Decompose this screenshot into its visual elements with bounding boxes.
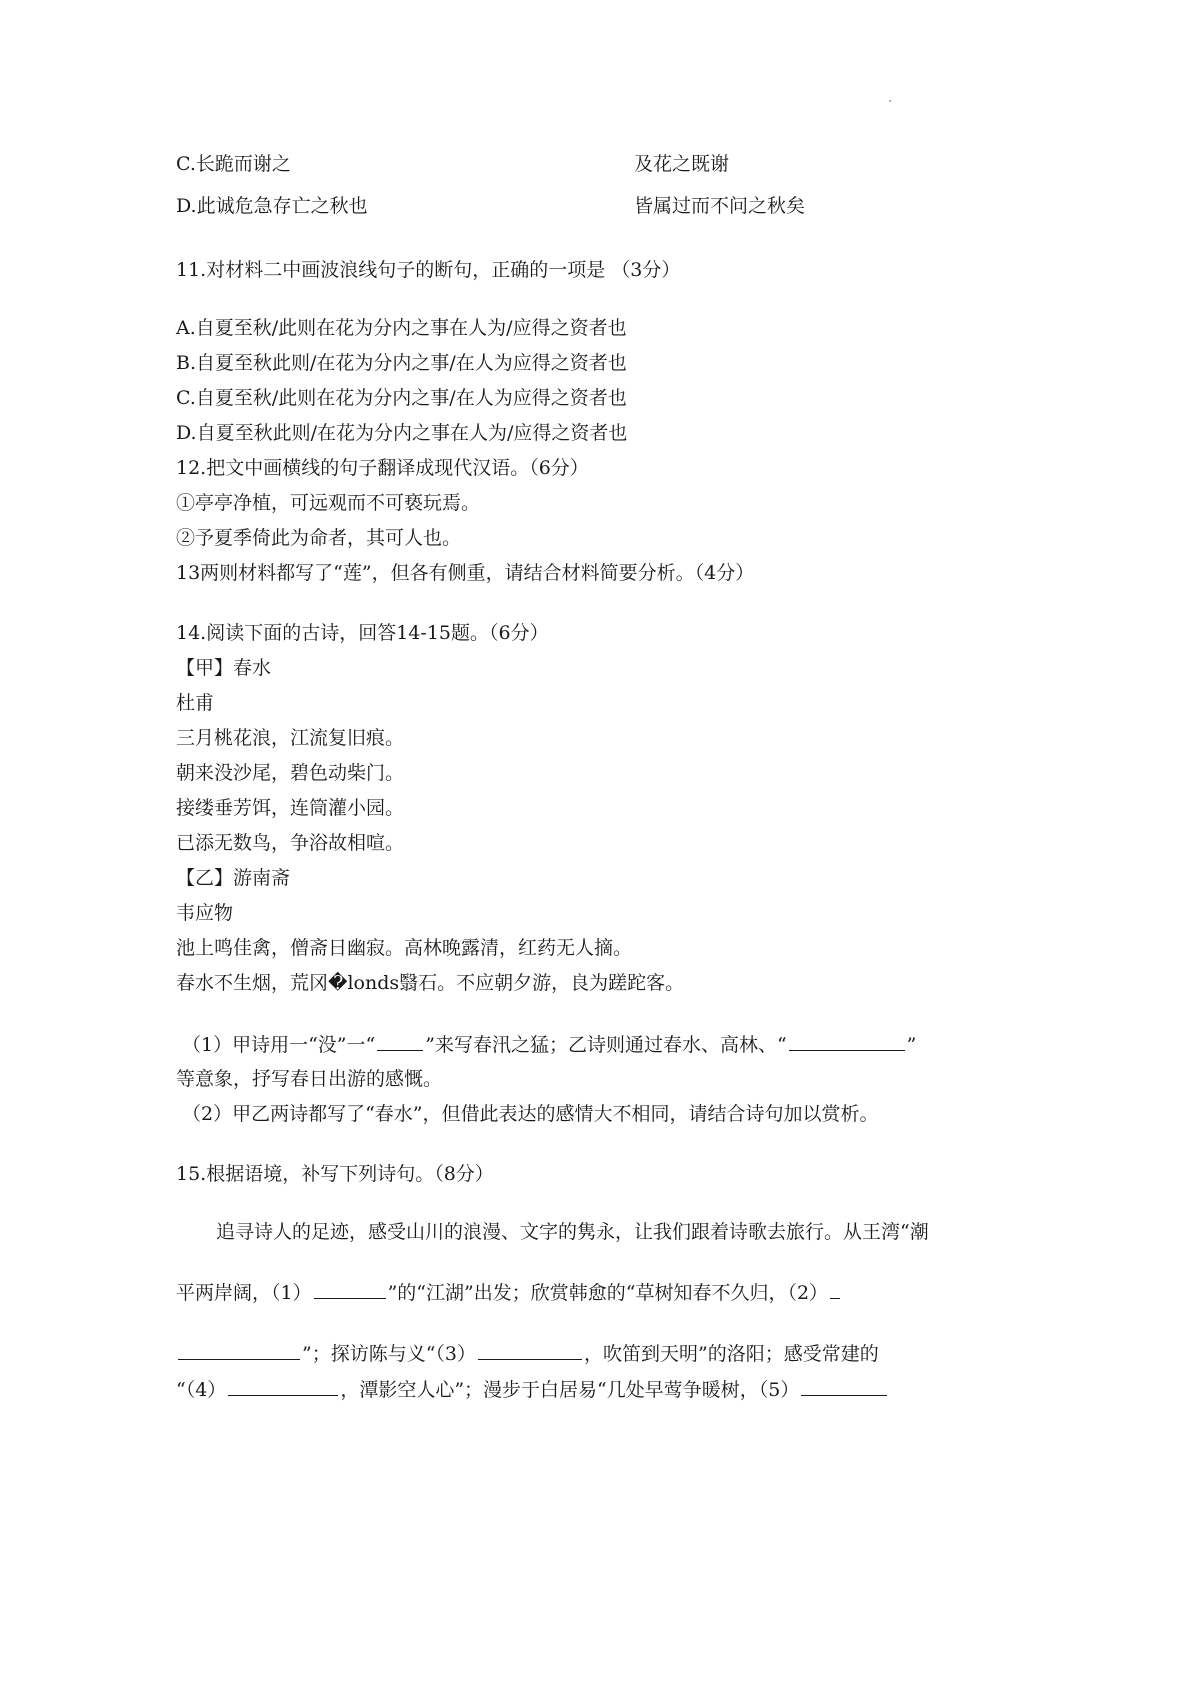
q15-paragraph-line-4: [176, 1375, 889, 1404]
q14-sub2: （2）甲乙两诗都写了“春水”，但借此表达的感情大不相同，请结合诗句加以赏析。: [182, 1103, 879, 1125]
q11-choice-c: C.自夏至秋/此则在花为分内之事/在人为应得之资者也: [176, 387, 627, 409]
q15-paragraph-line-2: [176, 1278, 842, 1307]
q14-sub1-row: [182, 1030, 916, 1059]
q14-sub1-part-a: （1）甲诗用一“没”一“: [182, 1034, 376, 1056]
poem-blank-2-start[interactable]: [830, 1278, 840, 1299]
q11-stem: 11.对材料二中画波浪线句子的断句，正确的一项是 （3分）: [176, 259, 681, 281]
q14-sub1-cont: 等意象，抒写春日出游的感慨。: [176, 1068, 443, 1090]
option-d-row: [176, 192, 806, 220]
q14-stem: 14.阅读下面的古诗，回答14-15题。（6分）: [176, 622, 549, 644]
q15-p4-part-a: “（4）: [176, 1379, 227, 1401]
q15-p2-part-b: ”的“江湖”出发；欣赏韩愈的“草树知春不久归，（2）: [387, 1282, 829, 1304]
poem-a-author: 杜甫: [176, 692, 215, 714]
option-d-left: D.此诚危急存亡之秋也: [176, 195, 368, 217]
q11-choice-d: D.自夏至秋此则/在花为分内之事在人为/应得之资者也: [176, 422, 628, 444]
q15-stem: 15.根据语境，补写下列诗句。（8分）: [176, 1163, 494, 1185]
poem-a-line: 朝来没沙尾，碧色动柴门。: [176, 762, 405, 784]
poem-blank-3[interactable]: [478, 1339, 582, 1360]
poem-b-author: 韦应物: [176, 902, 234, 924]
poem-b-line: 春水不生烟，荒冈�londs翳石。不应朝夕游，良为蹉跎客。: [176, 972, 685, 994]
q12-item-1: ①亭亭净植，可远观而不可亵玩焉。: [176, 492, 481, 514]
poem-blank-1[interactable]: [314, 1278, 386, 1299]
q14-sub1-part-c: ”: [906, 1034, 917, 1056]
scan-speck: [889, 100, 891, 102]
poem-a-title: 【甲】春水: [176, 657, 272, 679]
option-d-right: 皆属过而不问之秋矣: [634, 195, 806, 217]
q12-stem: 12.把文中画横线的句子翻译成现代汉语。（6分）: [176, 457, 589, 479]
q15-paragraph-line-3: [176, 1339, 879, 1368]
poem-blank-2[interactable]: [178, 1339, 300, 1360]
answer-blank-1[interactable]: [377, 1030, 423, 1051]
answer-blank-2[interactable]: [789, 1030, 905, 1051]
poem-a-line: 已添无数鸟，争浴故相喧。: [176, 832, 405, 854]
q15-p2-part-a: 平两岸阔，（1）: [176, 1282, 312, 1304]
q15-p4-part-b: ，潭影空人心”；漫步于白居易“几处早莺争暖树，（5）: [340, 1379, 800, 1401]
q11-choice-b: B.自夏至秋此则/在花为分内之事/在人为应得之资者也: [176, 352, 627, 374]
q13-stem: 13两则材料都写了“莲”，但各有侧重，请结合材料简要分析。（4分）: [176, 562, 755, 584]
poem-a-line: 接缕垂芳饵，连筒灌小园。: [176, 797, 405, 819]
poem-blank-4[interactable]: [228, 1375, 338, 1396]
poem-a-line: 三月桃花浪，江流复旧痕。: [176, 727, 405, 749]
q12-item-2: ②予夏季倚此为命者，其可人也。: [176, 527, 462, 549]
poem-blank-5[interactable]: [801, 1375, 887, 1396]
q15-paragraph-line-1: 追寻诗人的足迹，感受山川的浪漫、文字的隽永，让我们跟着诗歌去旅行。从王湾“潮: [216, 1221, 929, 1243]
option-c-left: C.长跪而谢之: [176, 153, 291, 175]
q11-choice-a: A.自夏至秋/此则在花为分内之事在人为/应得之资者也: [176, 317, 627, 339]
option-c-row: [176, 150, 730, 178]
poem-b-line: 池上鸣佳禽，僧斋日幽寂。高林晚露清，红药无人摘。: [176, 937, 633, 959]
option-c-right: 及花之既谢: [634, 153, 730, 175]
q15-p3-part-b: ，吹笛到天明”的洛阳；感受常建的: [584, 1343, 879, 1365]
q15-p3-part-a: ”；探访陈与义“（3）: [302, 1343, 477, 1365]
q14-sub1-part-b: ”来写春汛之猛；乙诗则通过春水、高林、“: [425, 1034, 787, 1056]
poem-b-title: 【乙】游南斋: [176, 867, 291, 889]
